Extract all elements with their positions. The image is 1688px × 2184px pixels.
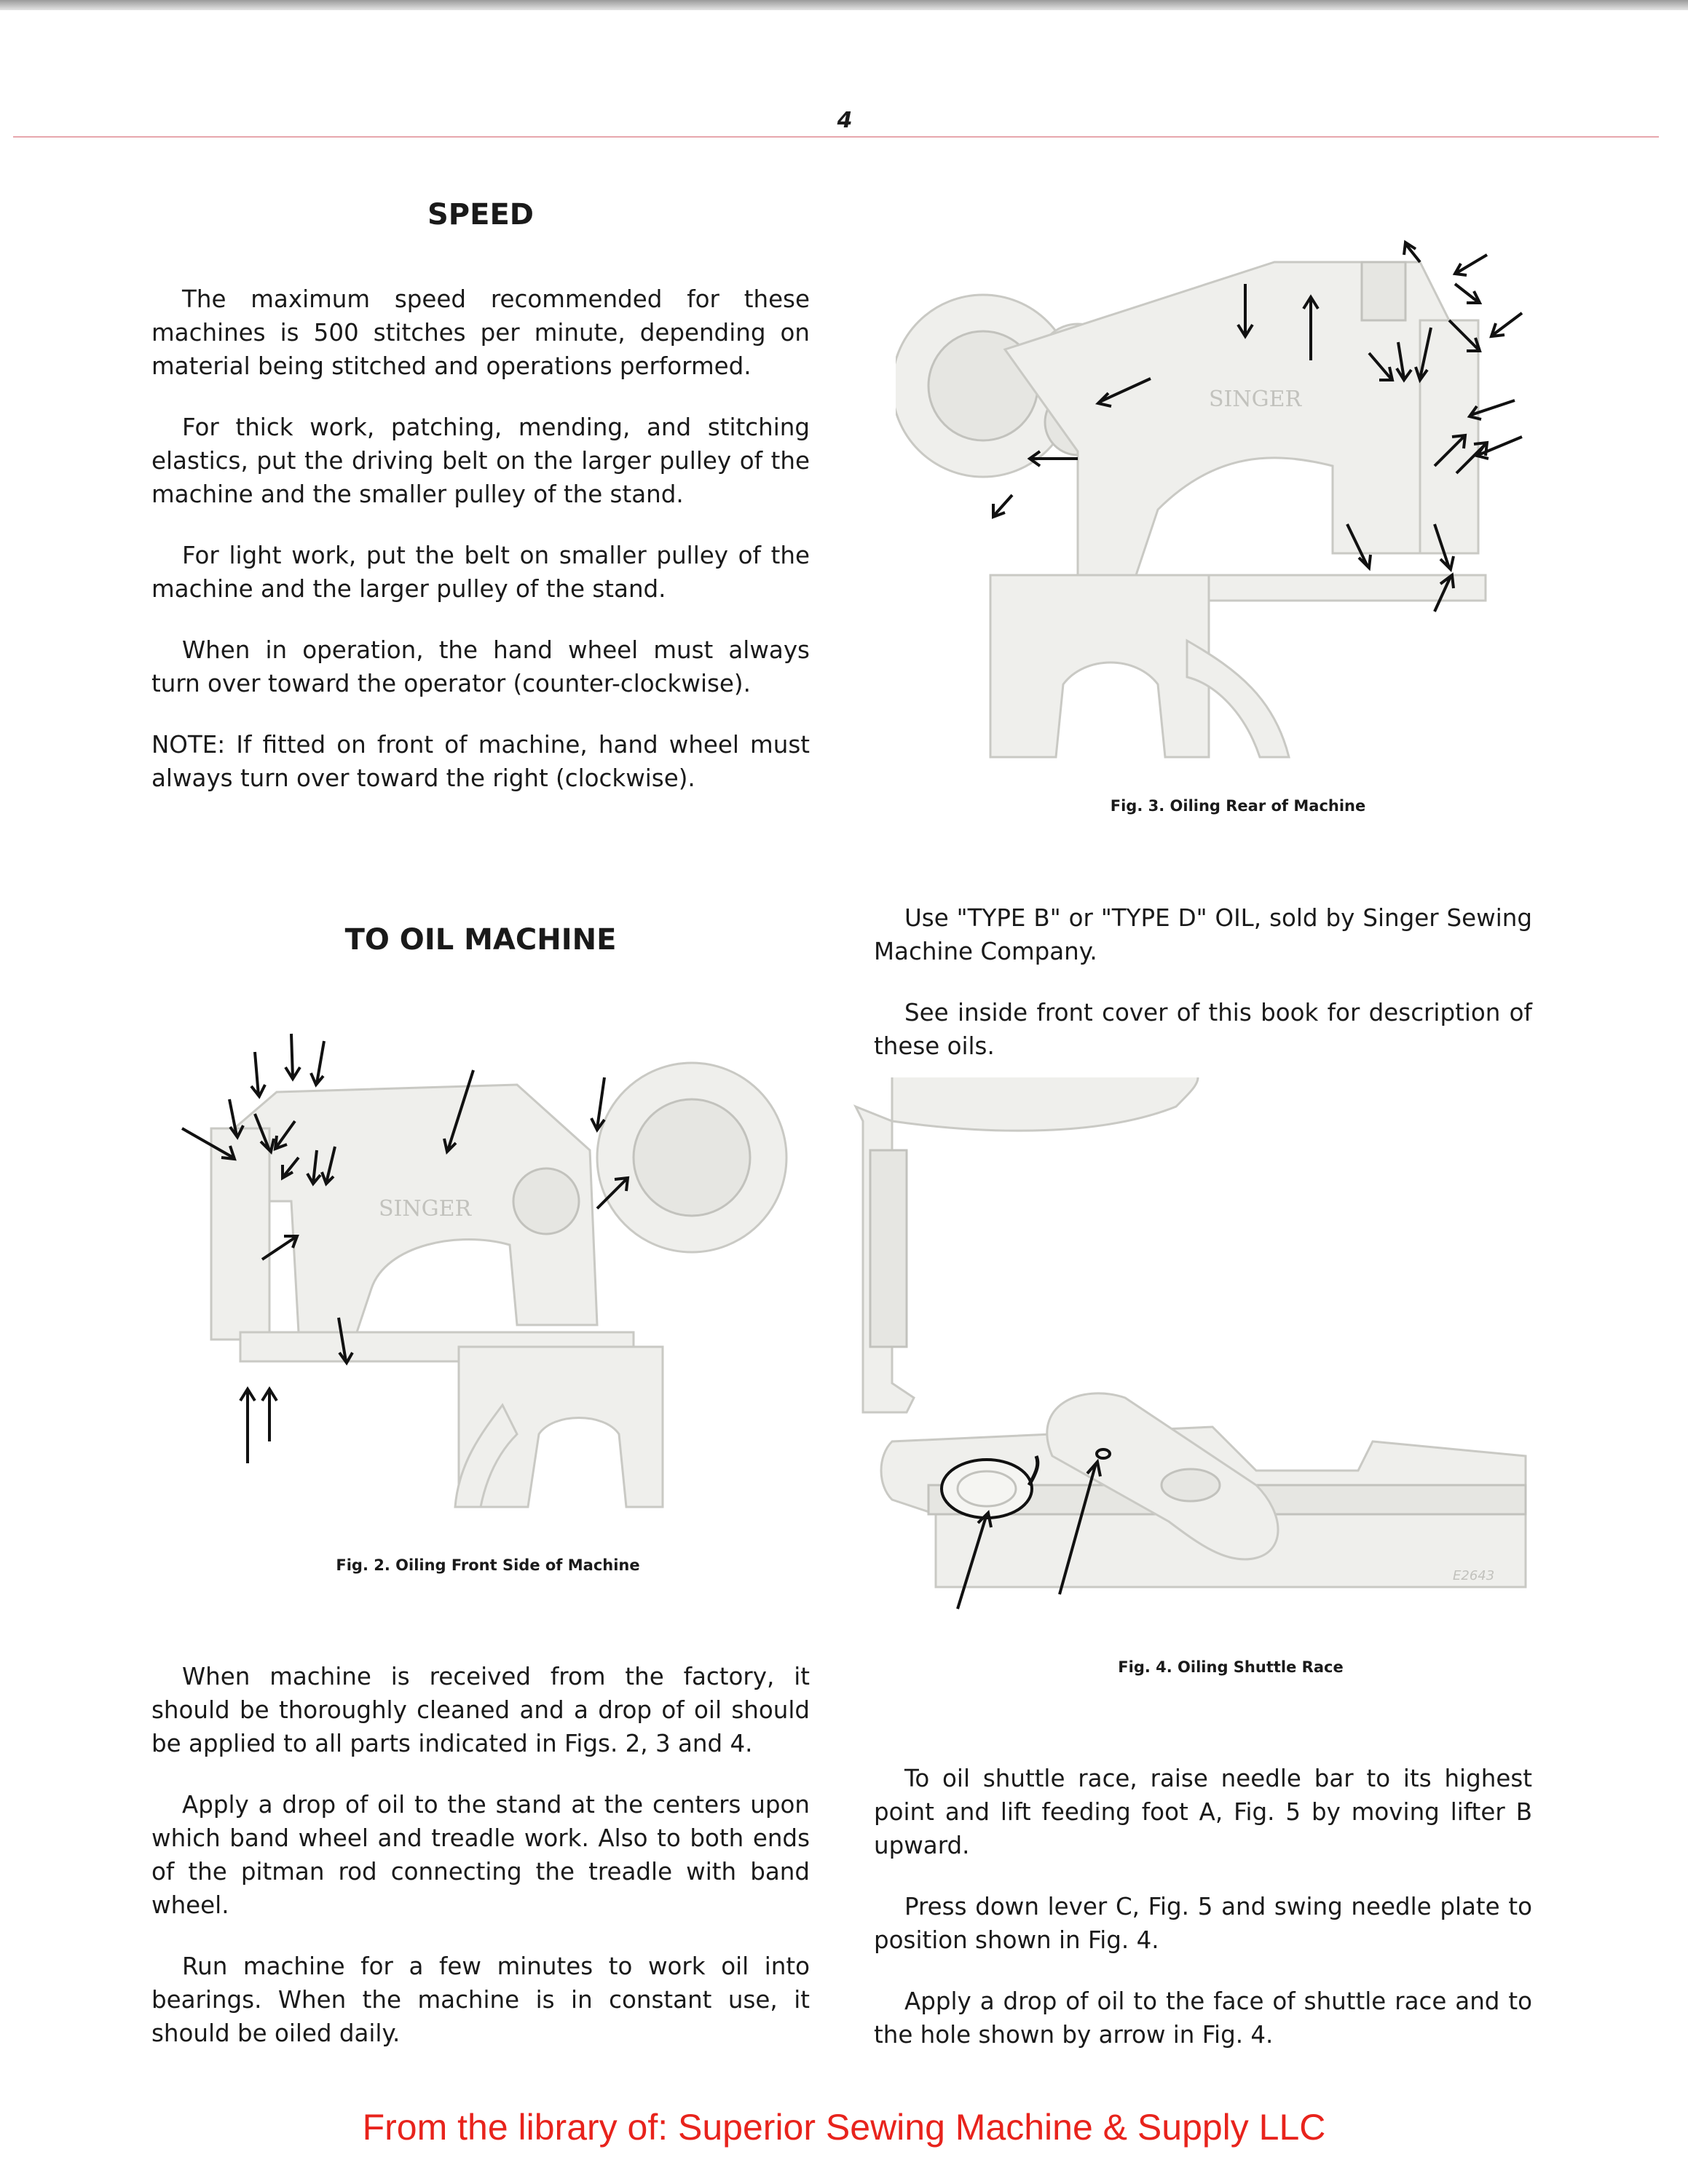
fig3-illustration bbox=[896, 233, 1551, 786]
oil-paragraph: When machine is received from the factory, it should be thoroughly cleaned and a drop of oil should be applied to all parts indicated in Figs. 2, 3 and 4. bbox=[151, 1663, 810, 1757]
speed-note: NOTE: If fitted on front of machine, hand wheel must always turn over toward the right (clockwise). bbox=[151, 731, 810, 792]
oil-heading: TO OIL MACHINE bbox=[344, 923, 617, 957]
oil-type-text bbox=[874, 901, 1532, 1063]
library-footer: From the library of: Superior Sewing Machine & Supply LLC bbox=[362, 2107, 1326, 2148]
speed-text bbox=[151, 282, 810, 795]
oil-paragraph: Press down lever C, Fig. 5 and swing needle plate to position shown in Fig. 4. bbox=[874, 1893, 1532, 1954]
fig4-caption: Fig. 4. Oiling Shuttle Race bbox=[1118, 1658, 1344, 1676]
oil-paragraph: Use "TYPE B" or "TYPE D" OIL, sold by Singer Sewing Machine Company. bbox=[874, 904, 1532, 965]
oil-instructions-right bbox=[874, 1762, 1532, 2052]
speed-heading: SPEED bbox=[427, 198, 534, 232]
oil-paragraph: See inside front cover of this book for description of these oils. bbox=[874, 999, 1532, 1060]
oil-paragraph: To oil shuttle race, raise needle bar to its highest point and lift feeding foot A, Fig. 5 by moving lifter B upward. bbox=[874, 1765, 1532, 1859]
page-number: 4 bbox=[837, 108, 853, 133]
speed-paragraph: For light work, put the belt on smaller pulley of the machine and the larger pulley of the stand. bbox=[151, 542, 810, 603]
fig2-illustration bbox=[167, 1026, 808, 1536]
oil-instructions-left bbox=[151, 1660, 810, 2050]
oil-paragraph: Apply a drop of oil to the stand at the centers upon which band wheel and treadle work. Also to both ends of the pitman rod connecting the treadle with band wheel. bbox=[151, 1791, 810, 1919]
oil-paragraph: Run machine for a few minutes to work oil into bearings. When the machine is in constant use, it should be oiled daily. bbox=[151, 1952, 810, 2047]
oil-paragraph: Apply a drop of oil to the face of shuttle race and to the hole shown by arrow in Fig. 4. bbox=[874, 1987, 1532, 2049]
fig2-caption: Fig. 2. Oiling Front Side of Machine bbox=[336, 1556, 640, 1574]
fig3-brand: SINGER bbox=[1209, 387, 1302, 412]
header-rule bbox=[13, 136, 1659, 138]
fig4-code: E2643 bbox=[1453, 1568, 1495, 1583]
fig4-illustration bbox=[848, 1077, 1537, 1645]
speed-paragraph: For thick work, patching, mending, and stitching elastics, put the driving belt on the larger pulley of the machine and the smaller pulley of the stand. bbox=[151, 414, 810, 508]
speed-paragraph: When in operation, the hand wheel must always turn over toward the operator (counter-clockwise). bbox=[151, 636, 810, 697]
fig3-caption: Fig. 3. Oiling Rear of Machine bbox=[1110, 797, 1366, 815]
page-top-edge bbox=[0, 0, 1688, 10]
speed-paragraph: The maximum speed recommended for these machines is 500 stitches per minute, depending on material being stitched and operations performed. bbox=[151, 285, 810, 380]
fig2-brand: SINGER bbox=[379, 1196, 472, 1222]
